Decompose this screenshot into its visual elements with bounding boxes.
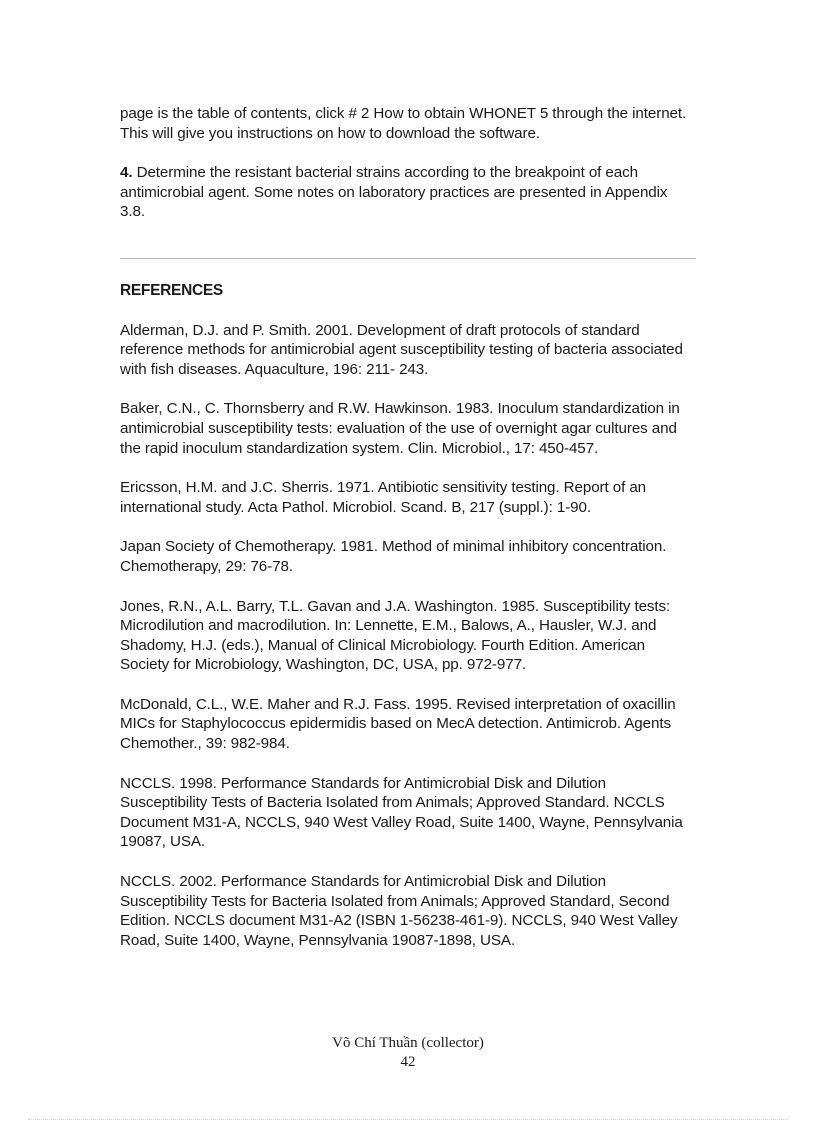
step-paragraph xyxy=(120,163,696,222)
step-text: Determine the resistant bacterial strains according to the breakpoint of each antimicrobial agent. Some notes on laboratory practices are presented in Appendix 3.8. xyxy=(120,164,668,221)
step-number: 4. xyxy=(120,164,133,182)
section-divider xyxy=(120,258,696,259)
collector-credit: Võ Chí Thuần (collector) xyxy=(332,1035,484,1051)
reference-item: Alderman, D.J. and P. Smith. 2001. Development of draft protocols of standard reference methods for antimicrobial agent susceptibility testing of bacteria associated with fish diseases. Aquaculture, 196: 211- 243. xyxy=(120,321,683,378)
reference-item: Jones, R.N., A.L. Barry, T.L. Gavan and J.A. Washington. 1985. Susceptibility tests: Microdilution and macrodilution. In: Lennette, E.M., Balows, A., Hausler, W.J. and Shadomy, H.J. (eds.), Manual of Clinical Microbiology. Fourth Edition. American Society for Microbiology, Washington, DC, USA, pp. 972-977. xyxy=(120,597,671,674)
reference-item: Japan Society of Chemotherapy. 1981. Method of minimal inhibitory concentration. Chemotherapy, 29: 76-78. xyxy=(120,538,667,575)
reference-item: McDonald, C.L., W.E. Maher and R.J. Fass. 1995. Revised interpretation of oxacillin MICs for Staphylococcus epidermidis based on MecA detection. Antimicrob. Agents Chemother., 39: 982-984. xyxy=(120,695,676,753)
reference-item: NCCLS. 1998. Performance Standards for Antimicrobial Disk and Dilution Susceptibility Tests of Bacteria Isolated from Animals; Approved Standard. NCCLS Document M31-A, NCCLS, 940 West Valley Road, Suite 1400, Wayne, Pennsylvania 19087, USA. xyxy=(120,774,683,851)
references-heading: REFERENCES xyxy=(120,281,223,299)
page-content xyxy=(120,104,696,970)
reference-item: Ericsson, H.M. and J.C. Sherris. 1971. Antibiotic sensitivity testing. Report of an international study. Acta Pathol. Microbiol. Scand. B, 217 (suppl.): 1-90. xyxy=(120,479,647,516)
intro-paragraph: page is the table of contents, click # 2 How to obtain WHONET 5 through the internet. This will give you instructions on how to download the software. xyxy=(120,105,687,142)
reference-item: NCCLS. 2002. Performance Standards for Antimicrobial Disk and Dilution Susceptibility Tests for Bacteria Isolated from Animals; Approved Standard, Second Edition. NCCLS document M31-A2 (ISBN 1-56238-461-9). NCCLS, 940 West Valley Road, Suite 1400, Wayne, Pennsylvania 19087-1898, USA. xyxy=(120,873,678,949)
page-number: 42 xyxy=(400,1054,416,1070)
page-footer xyxy=(0,1034,816,1072)
reference-item: Baker, C.N., C. Thornsberry and R.W. Hawkinson. 1983. Inoculum standardization in antimicrobial susceptibility tests: evaluation of the use of overnight agar cultures and the rapid inoculum standardization system. Clin. Microbiol., 17: 450-457. xyxy=(120,400,680,457)
reference-list xyxy=(120,321,696,951)
page-bottom-edge xyxy=(28,1119,788,1120)
